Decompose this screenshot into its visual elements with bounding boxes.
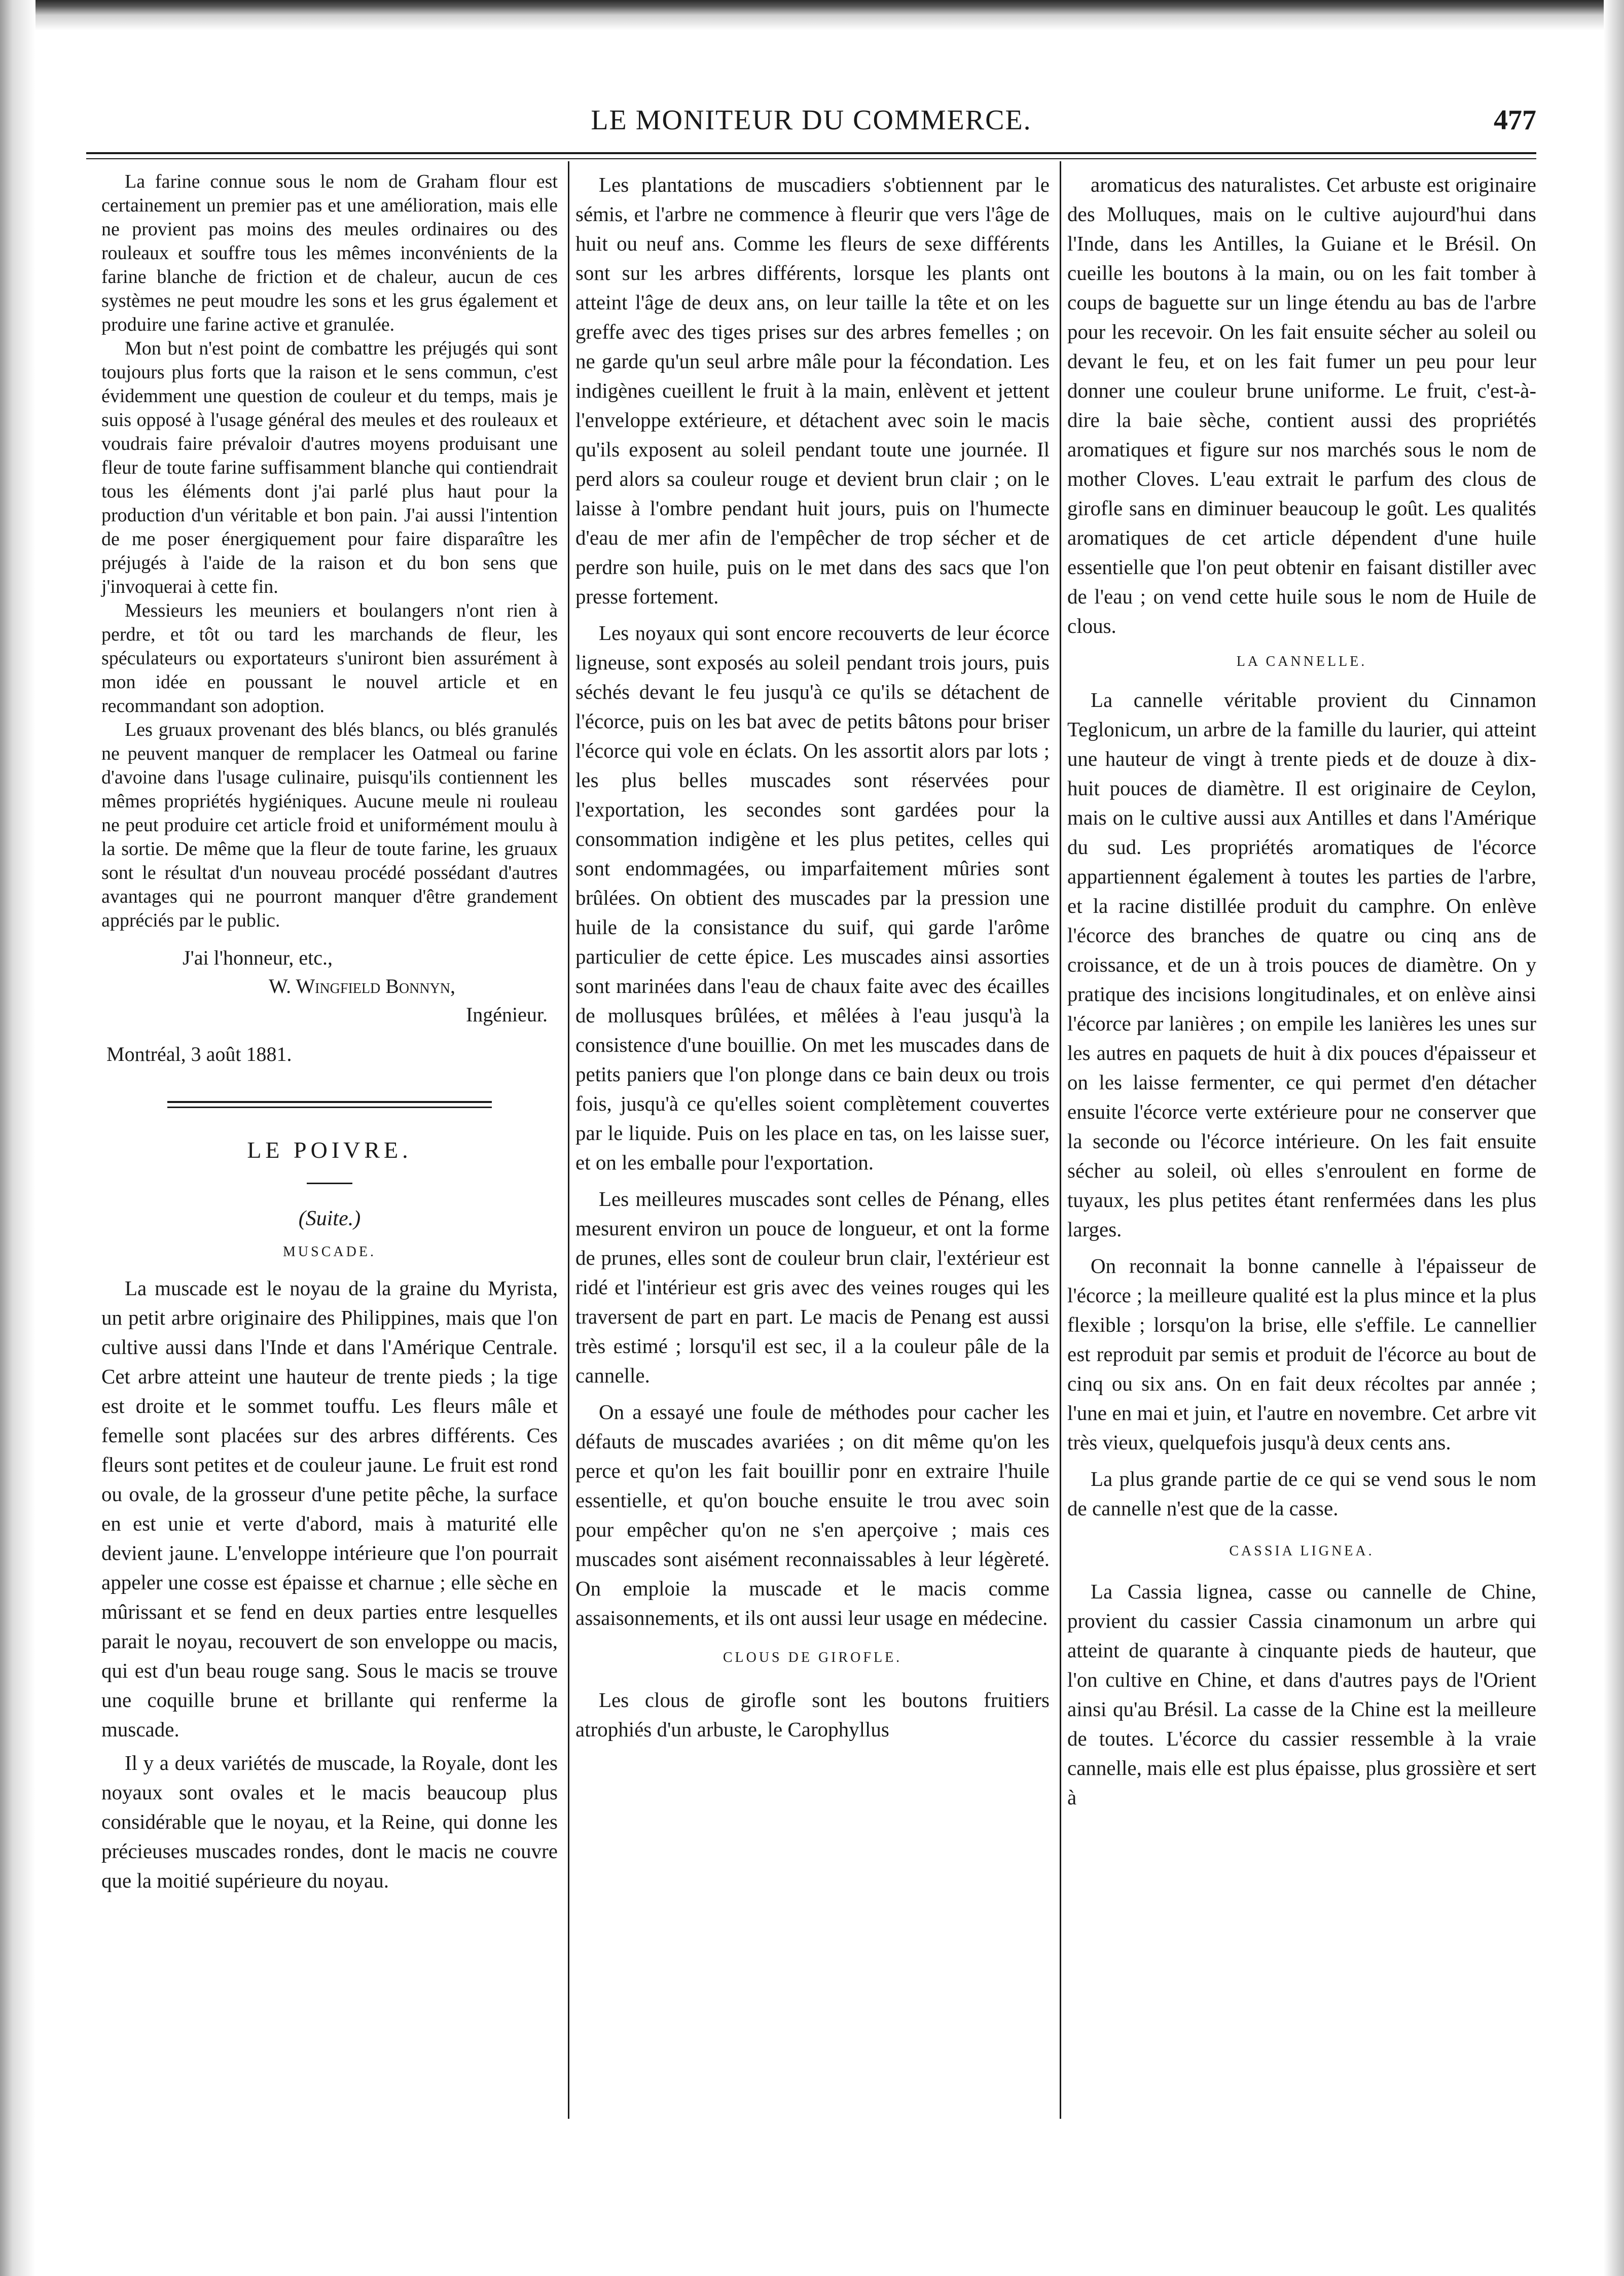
paragraph-cassia: La Cassia lignea, casse ou cannelle de Chine, provient du cassier Cassia cinamonum un arbre qui atteint de quarante à cinquante pieds de hauteur, que l'on cultive en Chine, et dans d'autres pays de l'Orient ainsi qu'au Brésil. La casse de la Chine est la meilleure de toutes. L'écorce du cassier ressemble à la vraie cannelle, mais elle est plus épaisse, plus grossière et sert à xyxy=(1067,1580,1536,1809)
paragraph-muscade-2: Il y a deux variétés de muscade, la Royale, dont les noyaux sont ovales et le macis beaucoup plus considérable que le noyau, et la Reine, qui donne les précieuses muscades rondes, dont le macis ne couvre que la moitié supérieure du noyau. xyxy=(101,1751,558,1892)
column-2 xyxy=(575,170,1050,1751)
column-1 xyxy=(101,170,558,1899)
subhead-cassia-lignea: CASSIA LIGNEA. xyxy=(1229,1543,1375,1559)
paragraph-meuniers: Messieurs les meuniers et boulangers n'ont rien à perdre, et tôt ou tard les marchands de fleur, les spéculateurs ou exportateurs s'uniront bien assurément à mon idée en poussant le nouvel article et en recommandant son adoption. xyxy=(101,600,558,717)
header-rule xyxy=(86,152,1536,154)
paragraph-graham-flour: La farine connue sous le nom de Graham flour est certainement un premier pas et une amélioration, mais elle ne provient pas moins des meules ordinaires ou des rouleaux et souffre tous les mêmes inconvénients de la farine blanche de friction et de chaleur, aucun de ces systèmes ne peut moudre les sons et les grus également et produire une farine active et granulée. xyxy=(101,171,558,335)
header-rule-thin xyxy=(86,158,1536,159)
subhead-clous-de-girofle: CLOUS DE GIROFLE. xyxy=(723,1650,903,1665)
masthead: LE MONITEUR DU COMMERCE. xyxy=(591,104,1032,136)
paragraph-noyaux: Les noyaux qui sont encore recouverts de leur écorce ligneuse, sont exposés au soleil pendant trois jours, puis séchés devant le feu jusqu'à ce qu'ils se détachent de l'écorce, puis on les bat avec de petits bâtons pour briser l'écorce qui vole en éclats. On les assortit alors par lots ; les plus belles muscades sont réservées pour l'exportation, les secondes sont gardées pour la consommation indigène et les plus petites, celles qui sont endommagées, ou imparfaitement mûries sont brûlées. On obtient des muscades par la pression une huile de la consistance du suif, qui garde l'arôme particulier de cette épice. Les muscades ainsi assorties sont marinées dans l'eau de chaux faite avec des écailles de mollusques brûlées, et mêlées à l'eau jusqu'à la consistence d'une bouillie. On met les muscades dans de petits paniers que l'on plonge dans ce bain deux ou trois fois, jusqu'à ce qu'elles soient complètement couvertes par le liquide. Puis on les place en tas, on les laisse suer, et on les emballe pour l'exportation. xyxy=(575,621,1050,1174)
scan-edge-left xyxy=(0,0,35,2276)
scan-edge-top xyxy=(0,0,1624,30)
paragraph-bonne-cannelle: On reconnait la bonne cannelle à l'épaisseur de l'écorce ; la meilleure qualité est la plus mince et la plus flexible ; lorsqu'on la brise, elle s'effile. Le cannellier est reproduit par semis et produit de l'écorce au bout de cinq ou six ans. On en fait deux récoltes par année ; l'une en mai et juin, et l'autre en novembre. Cet arbre vit très vieux, quelquefois jusqu'à deux cents ans. xyxy=(1067,1254,1536,1454)
paragraph-plantations: Les plantations de muscadiers s'obtiennent par le sémis, et l'arbre ne commence à fleurir que vers l'âge de huit ou neuf ans. Comme les fleurs de sexe différents sont sur les arbres différents, lorsque les plants ont atteint l'âge de deux ans, on leur taille la tête et on les greffe avec des tiges prises sur des arbres femelles ; on ne garde qu'un seul arbre mâle pour la fécondation. Les indigènes cueillent le fruit à la main, enlèvent et jettent l'enveloppe extérieure, et détachent avec soin le macis qu'ils exposent au soleil pendant toute une journée. Il perd alors sa couleur rouge et devient brun clair ; on le laisse à l'ombre pendant huit jours, puis on l'humecte d'eau de mer afin de l'empêcher de trop sécher et de perdre son huile, puis on le met dans des sacs que l'on presse fortement. xyxy=(575,173,1050,608)
paragraph-penang: Les meilleures muscades sont celles de Pénang, elles mesurent environ un pouce de longueur, et ont la forme de prunes, elles sont de couleur brun clair, l'extérieur est ridé et l'intérieur est gris avec des veines rouges qui les traversent de part en part. Le macis de Penang est aussi très estimé ; lorsqu'il est sec, il a la couleur pâle de la cannelle. xyxy=(575,1187,1050,1387)
section-double-rule xyxy=(167,1101,492,1108)
article-title: LE POIVRE. xyxy=(247,1137,412,1163)
paragraph-muscade-1: La muscade est le noyau de la graine du Myrista, un petit arbre originaire des Philippines, mais que l'on cultive aussi dans l'Inde et dans l'Amérique Centrale. Cet arbre atteint une hauteur de trente pieds ; la tige est droite et le sommet touffu. Les fleurs mâle et femelle sont placées sur des arbres différents. Ces fleurs sont petites et de couleur jaune. Le fruit est rond ou ovale, de la grosseur d'une petite pêche, la surface en est unie et verte d'abord, mais à maturité elle devient jaune. L'enveloppe intérieure que l'on pourrait appeler une cosse est épaisse et charnue ; elle sèche en mûrissant et se fend en deux parties entre lesquelles parait le noyau, recouvert de son enveloppe ou macis, qui est d'un beau rouge sang. Sous le macis se trouve une coquille brune et brillante qui renferme la muscade. xyxy=(101,1276,558,1741)
paragraph-girofle-continued: aromaticus des naturalistes. Cet arbuste est originaire des Molluques, mais on le cultive aujourd'hui dans l'Inde, dans les Antilles, la Guiane et le Brésil. On cueille les boutons à la main, ou on les fait tomber à coups de baguette sur un linge étendu au bas de l'arbre pour les recevoir. On les fait ensuite sécher au soleil ou devant le feu, et on les fait fumer un peu pour leur donner une couleur brune uniforme. Le fruit, c'est-à-dire la baie sèche, contient aussi des propriétés aromatiques et figure sur nos marchés sous le nom de mother Cloves. L'eau extrait le parfum des clous de girofle sans en diminuer beaucoup le goût. Les qualités aromatiques de cet article dépendent d'une huile essentielle que l'on peut obtenir en faisant distiller avec de l'eau ; on vend cette huile sous le nom de Huile de clous. xyxy=(1067,173,1536,637)
signature-name: W. Wingfield Bonnyn, xyxy=(269,975,455,998)
paragraph-cannelle: La cannelle véritable provient du Cinnamon Teglonicum, un arbre de la famille du laurier, qui atteint une hauteur de vingt à trente pieds et de douze à dix-huit pouces de diamètre. Il est originaire de Ceylon, mais on le cultive aussi aux Antilles et dans l'Amérique du sud. Les propriétés aromatiques de l'écorce appartiennent également à toutes les parties de l'arbre, et la racine distillée produit du camphre. On enlève l'écorce des branches de quatre ou cinq ans de croissance, et de un à trois pouces de diamètre. On y pratique des incisions longitudinales, et on enlève ainsi l'écorce par lanières ; on empile les lanières les unes sur les autres en paquets de huit à dix pouces d'épaisseur et on les laisse fermenter, ce qui permet d'en détacher ensuite l'écorce verte extérieure pour ne conserver que la seconde ou l'écorce intérieure. On les fait ensuite sécher au soleil, où elles s'enroulent en forme de tuyaux, les plus petites étant renfermées dans les plus larges. xyxy=(1067,688,1536,1241)
signature-title: Ingénieur. xyxy=(465,1003,548,1026)
signature-place-date: Montréal, 3 août 1881. xyxy=(106,1043,292,1065)
paragraph-prejudices: Mon but n'est point de combattre les préjugés qui sont toujours plus forts que la raison et le sens commun, c'est évidemment une question de couleur et du temps, mais je suis opposé à l'usage général des meules et des rouleaux et voudrais faire prévaloir d'autres moyens produisant une fleur de toute farine suffisamment blanche qui contiendrait tous les éléments dont j'ai parlé plus haut pour la production d'un véritable et bon pain. J'ai aussi l'intention de me poser énergiquement pour faire disparaître les préjugés à l'aide de la raison et du bon sens que j'invoquerai à cette fin. xyxy=(101,338,558,597)
title-short-rule xyxy=(307,1183,352,1184)
column-3 xyxy=(1067,170,1536,1819)
column-divider-2 xyxy=(1060,161,1061,2119)
paragraph-methodes: On a essayé une foule de méthodes pour cacher les défauts de muscades avariées ; on dit même qu'on les perce et qu'on les fait bouillir ponr en extraire l'huile essentielle, et qu'on bouche ensuite le trou avec soin pour empêcher qu'on ne s'en aperçoive ; mais ces muscades sont aisément reconnaissables à leur légèreté. On emploie la muscade et le macis comme assaisonnements, et ils ont aussi leur usage en médecine. xyxy=(575,1400,1050,1629)
page-number: 477 xyxy=(1494,104,1536,136)
paragraph-girofle: Les clous de girofle sont les boutons fruitiers atrophiés d'un arbuste, le Carophyllus xyxy=(575,1688,1050,1741)
column-divider-1 xyxy=(568,161,569,2119)
paragraph-gruaux: Les gruaux provenant des blés blancs, ou blés granulés ne peuvent manquer de remplacer les Oatmeal ou farine d'avoine dans l'usage culinaire, puisqu'ils contiennent les mêmes propriétés hygiéniques. Aucune meule ni rouleau ne peut produire cet article froid et uniformément moulu à la sortie. De même que la fleur de toute farine, les gruaux sont le résultat d'un nouveau procédé possédant d'autres avantages qui ne pourront manquer d'être grandement appréciés par le public. xyxy=(101,719,558,931)
subhead-la-cannelle: LA CANNELLE. xyxy=(1236,654,1367,669)
scan-edge-right xyxy=(1604,0,1624,2276)
article-continuation: (Suite.) xyxy=(298,1207,361,1230)
subhead-muscade: MUSCADE. xyxy=(283,1244,376,1260)
paragraph-casse: La plus grande partie de ce qui se vend sous le nom de cannelle n'est que de la casse. xyxy=(1067,1467,1536,1520)
signature-honor: J'ai l'honneur, etc., xyxy=(183,946,333,969)
